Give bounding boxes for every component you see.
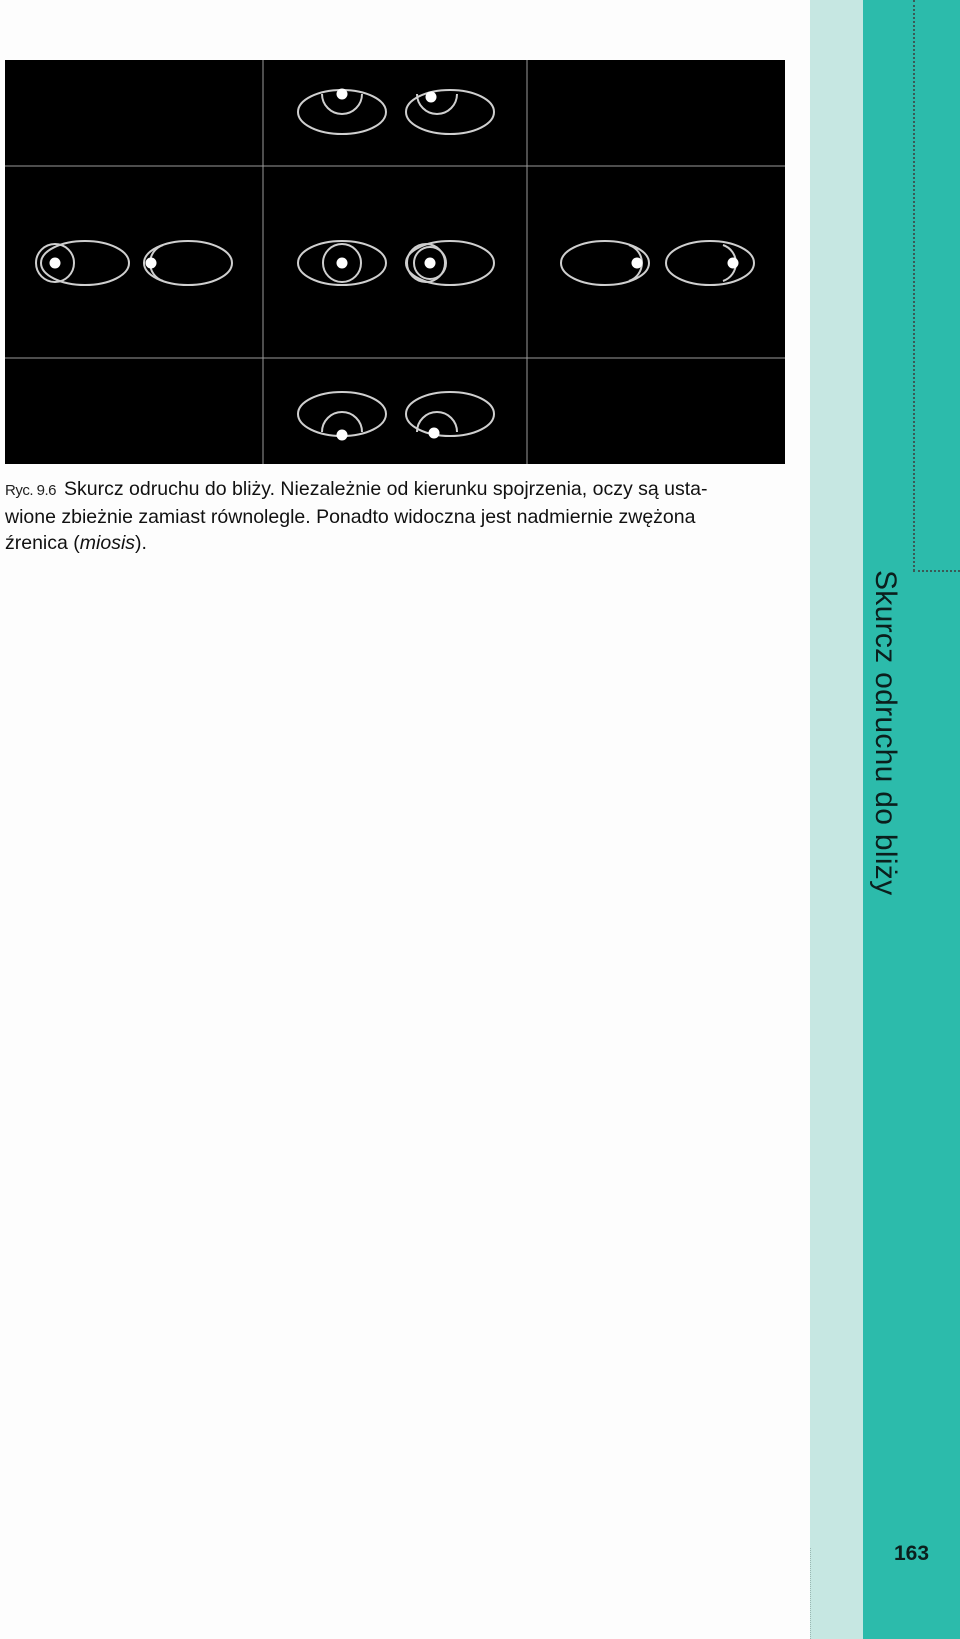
pupil (425, 258, 436, 269)
pupil (429, 428, 440, 439)
pupil (337, 430, 348, 441)
eye-outline (406, 241, 494, 285)
eyes-gaze-right (561, 241, 754, 285)
eyes-gaze-up (298, 89, 494, 135)
figure-caption (5, 476, 745, 556)
figure-grid (5, 60, 785, 464)
eye-outline (406, 90, 494, 134)
iris-arc (322, 412, 362, 432)
eye-outline (298, 392, 386, 436)
pupil (426, 92, 437, 103)
eye-gaze-diagram (5, 60, 785, 464)
eyes-gaze-down (298, 392, 494, 441)
pupil (632, 258, 643, 269)
caption-italic-term: miosis (79, 532, 136, 554)
dotted-divider-vertical (913, 0, 915, 571)
caption-text: Skurcz odruchu do bliży. Niezależnie od kierunku spojrzenia, oczy są usta- wione zbieżnie zamiast równolegle. Ponadto widoczna jest nadmiernie zwężona źrenica ( (5, 478, 708, 554)
pupil (50, 258, 61, 269)
pupil (728, 258, 739, 269)
eyes-gaze-center (298, 241, 494, 285)
pupil (146, 258, 157, 269)
sidebar-section-title: Skurcz odruchu do bliży (869, 570, 902, 896)
caption-end: ). (135, 532, 147, 554)
figure-label: Ryc. 9.6 (5, 482, 57, 499)
eyes-gaze-left (36, 241, 232, 285)
dotted-divider-horizontal (913, 570, 960, 572)
pupil (337, 89, 348, 100)
eye-outline (666, 241, 754, 285)
eye-gaze-figure (5, 60, 785, 464)
sidebar-light-stripe (810, 0, 863, 1639)
iris-arc (417, 94, 457, 114)
page-number: 163 (893, 1542, 930, 1565)
eye-outline (406, 392, 494, 436)
pupil (337, 258, 348, 269)
dotted-divider-bottom (810, 1548, 811, 1639)
